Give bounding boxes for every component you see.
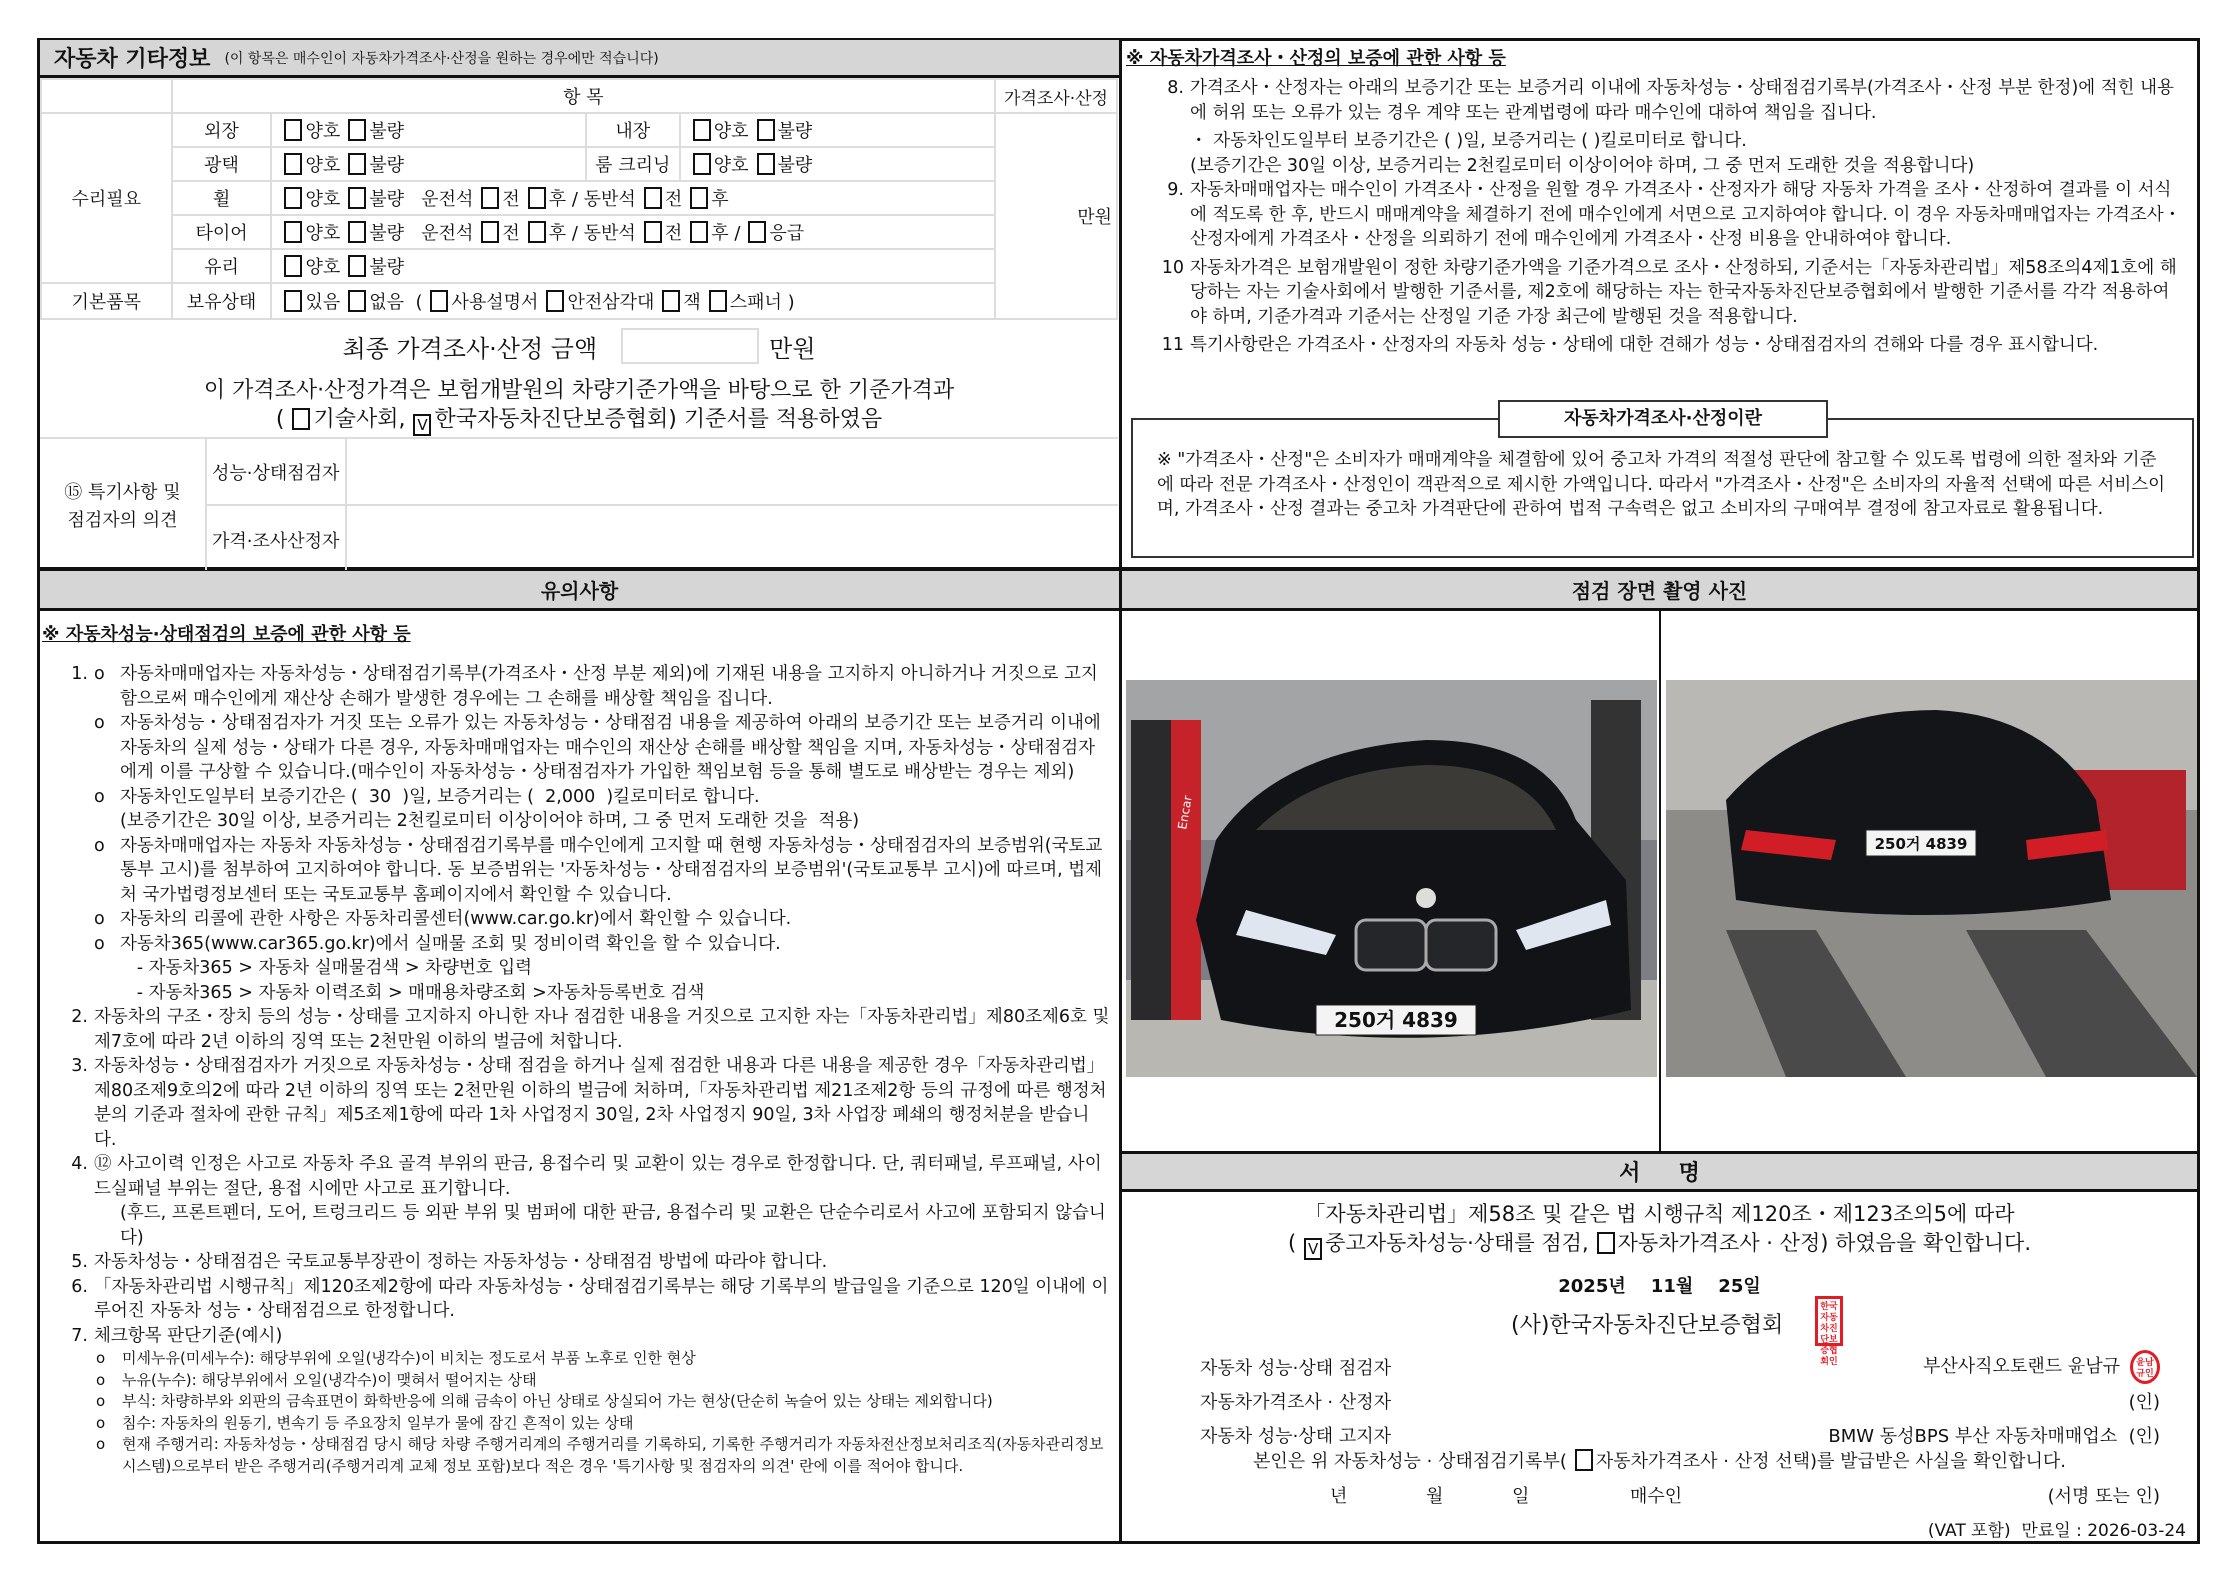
option-label: 없음 <box>369 292 405 313</box>
price-guarantee-title: ※ 자동차가격조사・산정의 보증에 관한 사항 등 <box>1126 48 1506 69</box>
appraisal-definition-box <box>1131 418 2194 558</box>
notes-items <box>60 662 1115 1477</box>
buyer-label: 매수인 <box>1630 1486 1683 1507</box>
car-info-table <box>40 78 1118 320</box>
group-basic-label: 기본품목 <box>41 283 172 319</box>
item-number <box>60 981 88 1006</box>
bullet <box>94 809 120 834</box>
row-options <box>271 215 995 249</box>
option-label: 사용설명서 <box>451 292 539 313</box>
option-label: 양호 <box>305 223 341 244</box>
remarks-label <box>40 479 205 535</box>
col-price-header: 가격조사·산정 <box>995 79 1117 113</box>
col-item-header: 항 목 <box>172 79 995 113</box>
note-item <box>60 1324 1110 1349</box>
notifier-seal-mark: (인) <box>2128 1426 2160 1447</box>
note-item <box>60 1275 1110 1324</box>
item-number <box>60 907 88 932</box>
checkbox[interactable] <box>748 221 766 243</box>
checkbox[interactable] <box>662 290 680 312</box>
note-item <box>60 809 1110 834</box>
option-label: 후 / 동반석 <box>548 189 636 210</box>
item-number <box>60 809 88 834</box>
note-item <box>60 662 1110 711</box>
item-text: 자동차인도일부터 보증기간은 ( 30 )일, 보증거리는 ( 2,000 )킬로미터로 합니다. <box>120 786 760 807</box>
checkbox[interactable] <box>348 221 366 243</box>
option-label: 후 / 동반석 <box>548 223 636 244</box>
option-label: 전 <box>664 189 683 210</box>
note-item <box>60 834 1110 908</box>
guarantee-item <box>1156 178 2186 252</box>
checkbox[interactable] <box>690 221 708 243</box>
row-label: 유리 <box>172 249 272 283</box>
signature-line1: 「자동차관리법」제58조 및 같은 법 시행규칙 제120조・제123조의5에 따라 <box>1304 1202 2015 1226</box>
checkbox[interactable] <box>693 119 711 141</box>
guarantee-item <box>1156 76 2186 125</box>
item-number: 9. <box>1167 180 1184 200</box>
remarks-label-line2: 점검자의 의견 <box>67 510 178 531</box>
item-number <box>60 834 88 908</box>
checkbox[interactable] <box>757 153 775 175</box>
remarks-section <box>40 437 1118 568</box>
buyer-year[interactable]: 년 <box>1330 1486 1348 1507</box>
checkbox[interactable] <box>348 255 366 277</box>
rear-car-photo <box>1666 680 2197 1077</box>
item-text: 자동차의 리콜에 관한 사항은 자동차리콜센터(www.car.go.kr)에서 확인할 수 있습니다. <box>120 909 792 929</box>
option-label: 본인은 위 자동차성능 · 상태점검기록부( <box>1253 1451 1567 1472</box>
criteria-item <box>60 1348 1110 1370</box>
standard-statement <box>40 376 1118 436</box>
option-label: 전 <box>664 223 683 244</box>
notes-header: 유의사항 <box>40 571 1119 611</box>
item-text: (보증기간은 30일 이상, 보증거리는 2천킬로미터 이상이어야 하며, 그 중 먼저 도래한 것을 적용합니다) <box>1190 155 1975 176</box>
item-text: ⑫ 사고이력 인정은 사고로 자동차 주요 골격 부위의 판금, 용접수리 및 교환이 있는 경우로 한정합니다. 단, 쿼터패널, 루프패널, 사이드실패널 부위는 절단, 용접 시에만 사고로 표기합니다. <box>94 1154 1102 1199</box>
item-number <box>60 711 88 785</box>
bullet: o <box>96 1370 106 1389</box>
item-text: 자동차성능・상태점검자가 거짓으로 자동차성능・상태 점검을 하거나 실제 점검한 내용과 다른 내용을 제공한 경우「자동차관리법」제80조제9호의2에 따라 2년 이하의 징역 또는 2천만원 이하의 벌금에 처하며,「자동차관리법 제21조제2항 등의 규정에 따른 행정처분의 기준과 절차에 관한 규칙」제5조제1항에 따라 1차 사업정지 30일, 2차 사업정지 90일, 3차 사업장 폐쇄의 행정처분을 받습니다. <box>94 1056 1107 1150</box>
bullet: o <box>96 1349 106 1367</box>
bullet <box>94 956 120 981</box>
bullet: o <box>94 933 105 954</box>
bullet: o <box>94 835 105 856</box>
checkbox[interactable] <box>481 221 499 243</box>
row-options <box>271 283 995 319</box>
checkbox[interactable] <box>546 290 564 312</box>
item-text: 가격조사・산정자는 아래의 보증기간 또는 보증거리 이내에 자동차성능・상태점검기록부(가격조사・산정 부분 한정)에 적힌 내용에 허위 또는 오류가 있는 경우 계약 또는 관계법령에 따라 매수인에 대하여 책임을 집니다. <box>1190 78 2174 123</box>
guarantee-item <box>1156 256 2186 330</box>
option-label: 불량 <box>369 189 405 210</box>
note-item <box>60 711 1110 785</box>
checkbox[interactable] <box>690 187 708 209</box>
criteria-text: 현재 주행거리: 자동차성능・상태점검 당시 해당 차량 주행거리계의 주행거리를 기록하되, 기록한 주행거리가 자동차전산정보처리조직(자동차관리정보시스템)으로부터 받은 주행거리(주행거리계 교체 정보 포함)보다 적은 경우 '특기사항 및 점검자의 의견' 란에 이를 적어야 합니다. <box>122 1435 1104 1475</box>
final-price-unit: 만원 <box>769 334 816 363</box>
checkbox[interactable] <box>284 119 302 141</box>
item-text: (후드, 프론트펜더, 도어, 트렁크리드 등 외판 부위 및 범퍼에 대한 판금, 용접수리 및 교환은 단순수리로서 사고에 포함되지 않습니다) <box>120 1203 1106 1248</box>
option-label: ( <box>1287 1231 1297 1255</box>
car-info-header <box>40 40 1119 78</box>
item-text: 자동차매매업자는 매수인이 가격조사・산정을 원할 경우 가격조사・산정자가 해당 자동차 가격을 조사・산정하여 결과를 이 서식에 적도록 한 후, 반드시 매매계약을 체결하기 전에 매수인에게 서면으로 고지하여야 합니다. 이 경우 자동차매매업자는 가격조사・산정자에게 가격조사・산정을 의뢰하기 전에 매수인에게 가격조사・산정 비용을 안내하여야 합니다. <box>1190 180 2182 249</box>
item-number: 5. <box>71 1252 88 1272</box>
option-label: ( <box>404 292 423 313</box>
option-label: 운전석 <box>404 223 474 244</box>
row-options <box>271 249 995 283</box>
checkbox[interactable] <box>284 290 302 312</box>
option-label: 운전석 <box>404 189 474 210</box>
center-divider <box>1119 38 1122 1544</box>
checkbox[interactable] <box>430 290 448 312</box>
row-label: 휠 <box>172 181 272 215</box>
item-number <box>60 1201 88 1250</box>
car-info-subtitle: (이 항목은 매수인이 자동차가격조사·산정을 원하는 경우에만 적습니다) <box>224 50 659 67</box>
option-label: 양호 <box>305 257 341 278</box>
option-label: 불량 <box>369 223 405 244</box>
price-unit: 만원 <box>995 113 1117 319</box>
remarks-inspector-field[interactable] <box>352 443 1112 501</box>
checkbox[interactable] <box>348 153 366 175</box>
row-label: 룸 크리닝 <box>586 147 680 181</box>
note-item <box>60 1054 1110 1152</box>
option-label: 불량 <box>369 257 405 278</box>
row-options <box>271 147 585 181</box>
statement-line1: 이 가격조사·산정가격은 보험개발원의 차량기준가액을 바탕으로 한 기준가격과 <box>203 378 955 403</box>
bullet: o <box>94 713 105 733</box>
item-number: 3. <box>71 1056 88 1076</box>
guarantee-item <box>1156 154 2186 179</box>
criteria-text: 침수: 자동차의 원동기, 변속기 등 주요장치 일부가 물에 잠긴 흔적이 있는 상태 <box>122 1413 634 1432</box>
bullet <box>94 981 120 1006</box>
item-number: 1. <box>71 664 88 684</box>
checkbox-checked[interactable]: V <box>413 414 431 436</box>
option-label: 안전삼각대 <box>567 292 655 313</box>
row-options <box>271 113 585 147</box>
option-label: 잭 <box>683 292 701 313</box>
item-number <box>60 932 88 957</box>
bullet: o <box>94 786 105 807</box>
item-text: ・ 자동차인도일부터 보증기간은 ( )일, 보증거리는 ( )킬로미터로 합니다. <box>1190 131 1747 151</box>
guarantee-item <box>1156 333 2186 358</box>
option-label: 후 <box>711 189 729 210</box>
option-label: 기술사회, <box>313 407 406 432</box>
item-number <box>1156 154 1184 179</box>
checkbox-checked[interactable]: V <box>1304 1238 1322 1260</box>
checkbox[interactable] <box>528 187 546 209</box>
photo-divider <box>1659 611 1661 1151</box>
statement-line2 <box>40 405 1118 436</box>
item-number: 11 <box>1161 335 1184 355</box>
item-text: (보증기간은 30일 이상, 보증거리는 2천킬로미터 이상이어야 하며, 그 중 먼저 도래한 것을 적용) <box>120 811 860 831</box>
row-label: 보유상태 <box>172 283 272 319</box>
item-text: 자동차성능・상태점검자가 거짓 또는 오류가 있는 자동차성능・상태점검 내용을 제공하여 아래의 보증기간 또는 보증거리 이내에 자동차의 실제 성능・상태가 다른 경우, 자동차매매업자는 매수인의 재산상 손해를 배상할 책임을 지며, 자동차성능・상태점검자에게 이를 구상할 수 있습니다.(매수인이 자동차성능・상태점검자가 가입한 책임보험 등을 통해 별도로 배상받는 경우는 제외) <box>120 713 1107 782</box>
remarks-appraiser-label: 가격·조사산정자 <box>212 531 340 552</box>
note-item <box>60 932 1110 957</box>
checkbox[interactable] <box>284 255 302 277</box>
item-text: 체크항목 판단기준(예시) <box>94 1325 283 1346</box>
front-plate: 250거 4839 <box>1334 1008 1458 1032</box>
bullet: o <box>96 1413 106 1432</box>
item-number: 6. <box>71 1276 88 1297</box>
criteria-item <box>60 1391 1110 1413</box>
signature-org: (사)한국자동차진단보증협회 <box>1511 1313 1784 1338</box>
inspector-value: 부산사직오토랜드 윤남규 <box>1923 1356 2120 1377</box>
criteria-item <box>60 1413 1110 1435</box>
option-label: 불량 <box>777 121 813 142</box>
buyer-month[interactable]: 월 <box>1426 1486 1444 1507</box>
signature-parties <box>1200 1350 2160 1452</box>
inspector-row <box>1200 1350 2160 1384</box>
option-label: 응급 <box>769 223 805 244</box>
org-seal-icon: 한국자동차진단보증협회인 <box>1815 1296 1843 1346</box>
option-label: 후 / <box>711 223 741 244</box>
remarks-appraiser-field[interactable] <box>352 509 1112 567</box>
buyer-confirm <box>1122 1447 2197 1473</box>
note-item <box>60 1250 1110 1275</box>
buyer-day[interactable]: 일 <box>1512 1486 1530 1507</box>
note-item <box>60 1005 1115 1054</box>
item-text: - 자동차365 > 자동차 실매물검색 > 차량번호 입력 <box>120 958 533 978</box>
option-label: 자동차가격조사 · 산정 선택)를 발급받은 사실을 확인합니다. <box>1595 1451 2066 1472</box>
bullet: o <box>94 909 105 929</box>
appraiser-label: 자동차가격조사 · 산정자 <box>1200 1392 1392 1413</box>
photos-header: 점검 장면 촬영 사진 <box>1122 571 2197 611</box>
option-label: 불량 <box>777 155 813 176</box>
checkbox[interactable] <box>348 290 366 312</box>
row-options <box>680 113 995 147</box>
checkbox[interactable] <box>348 119 366 141</box>
checkbox[interactable] <box>284 153 302 175</box>
row-label: 내장 <box>586 113 680 147</box>
signature-date: 2025년 11월 25일 <box>1558 1276 1761 1297</box>
item-number <box>60 956 88 981</box>
option-label: 양호 <box>305 121 341 142</box>
signature-line2 <box>1122 1229 2197 1260</box>
option-label: 중고자동차성능·상태를 점검, <box>1325 1231 1589 1255</box>
row-options <box>271 181 995 215</box>
option-label: 양호 <box>713 155 749 176</box>
lift-brand-label: Encar <box>1175 794 1195 831</box>
final-price-label: 최종 가격조사·산정 금액 <box>342 334 598 363</box>
inspector-label: 자동차 성능·상태 점검자 <box>1200 1358 1392 1379</box>
appraiser-seal-mark: (인) <box>2128 1392 2160 1413</box>
checkbox[interactable] <box>709 290 727 312</box>
checkbox[interactable] <box>644 221 662 243</box>
criteria-text: 미세누유(미세누수): 해당부위에 오일(냉각수)이 비치는 정도로서 부품 노후로 인한 현상 <box>122 1349 696 1367</box>
criteria-text: 누유(누수): 해당부위에서 오일(냉각수)이 맺혀서 떨어지는 상태 <box>122 1370 537 1389</box>
checkbox[interactable] <box>348 187 366 209</box>
item-text: 특기사항란은 가격조사・산정자의 자동차 성능・상태에 대한 견해가 성능・상태점검자의 견해와 다를 경우 표시합니다. <box>1190 335 2099 355</box>
criteria-text: 부식: 차량하부와 외판의 금속표면이 화학반응에 의해 금속이 아닌 상태로 상실되어 가는 현상(단순히 녹슬어 있는 상태는 제외합니다) <box>122 1392 993 1410</box>
appraisal-definition-title: 자동차가격조사·산정이란 <box>1498 400 1828 438</box>
notes-title: ※ 자동차성능·상태점검의 보증에 관한 사항 등 <box>42 624 411 645</box>
item-number: 4. <box>71 1154 88 1174</box>
option-label: 한국자동차진단보증협회) 기준서를 적용하였음 <box>434 407 883 432</box>
checkbox[interactable] <box>1597 1232 1615 1254</box>
checkbox[interactable] <box>284 187 302 209</box>
option-label: 양호 <box>305 155 341 176</box>
car-info-title: 자동차 기타정보 <box>54 47 211 72</box>
checkbox[interactable] <box>644 187 662 209</box>
option-label: 양호 <box>713 121 749 142</box>
checkbox[interactable] <box>481 187 499 209</box>
front-car-photo <box>1126 680 1657 1077</box>
final-price-input[interactable] <box>621 328 759 364</box>
item-text: 자동차매매업자는 자동차성능・상태점검기록부(가격조사・산정 부분 제외)에 기재된 내용을 고지하지 아니하거나 거짓으로 고지함으로써 매수인에게 재산상 손해가 발생한 경우에는 그 손해를 배상할 책임을 집니다. <box>120 664 1098 709</box>
item-number: 2. <box>71 1007 88 1027</box>
option-label: 불량 <box>369 121 405 142</box>
criteria-item <box>60 1370 1110 1392</box>
option-label: 자동차가격조사 · 산정) 하였음을 확인합니다. <box>1617 1231 2032 1255</box>
item-number: 10 <box>1161 257 1184 278</box>
item-number <box>60 785 88 810</box>
note-item <box>60 1152 1110 1201</box>
item-number: 8. <box>1167 78 1184 98</box>
checkbox[interactable] <box>693 153 711 175</box>
checkbox[interactable] <box>284 221 302 243</box>
price-guarantee-items <box>1156 76 2186 362</box>
row-label: 외장 <box>172 113 272 147</box>
checkbox[interactable] <box>292 408 310 430</box>
appraisal-definition-text: ※ "가격조사・산정"은 소비자가 매매계약을 체결함에 있어 중고차 가격의 적절성 판단에 참고할 수 있도록 법령에 의한 절차와 기준에 따라 전문 가격조사・산정인이 객관적으로 제시한 가액입니다. 따라서 "가격조사・산정"은 소비자의 자율적 선택에 따른 서비스이며, 가격조사・산정 결과는 중고차 가격판단에 관하여 법적 구속력은 없고 소비자의 구매여부 결정에 참고자료로 활용됩니다. <box>1157 450 2166 519</box>
bullet: o <box>94 664 105 684</box>
item-text: 「자동차관리법 시행규칙」제120조제2항에 따라 자동차성능・상태점검기록부는 해당 기록부의 발급일을 기준으로 120일 이내에 이루어진 자동차 성능・상태점검으로 한정합니다. <box>94 1276 1109 1321</box>
note-item <box>60 907 1110 932</box>
option-label: 양호 <box>305 189 341 210</box>
remarks-inspector-label: 성능·상태점검자 <box>212 463 340 484</box>
inspector-seal-icon: 윤남규인 <box>2130 1350 2160 1384</box>
option-label: 불량 <box>369 155 405 176</box>
item-text: 자동차성능・상태점검은 국토교통부장관이 정하는 자동차성능・상태점검 방법에 따라야 합니다. <box>94 1252 828 1272</box>
item-text: 자동차매매업자는 자동차 자동차성능・상태점검기록부를 매수인에게 고지할 때 현행 자동차성능・상태점검자의 보증범위(국토교통부 고시)를 첨부하여 고지하여야 합니다. 동 보증범위는 '자동차성능・상태점검자의 보증범위'(국토교통부 고시)에 따르며, 법제처 국가법령정보센터 또는 국토교통부 홈페이지에서 확인할 수 있습니다. <box>120 835 1103 905</box>
checkbox[interactable] <box>1575 1449 1593 1471</box>
remarks-label-line1: ⑮ 특기사항 및 <box>64 482 181 503</box>
checkbox[interactable] <box>757 119 775 141</box>
option-label: 있음 <box>305 292 341 313</box>
bullet: o <box>96 1392 106 1410</box>
note-item <box>60 981 1110 1006</box>
signature-statement <box>1122 1200 2197 1260</box>
option-label: 스패너 ) <box>729 292 795 313</box>
expiry-footer: (VAT 포함) 만료일 : 2026-03-24 <box>1927 1521 2186 1541</box>
signature-header: 서 명 <box>1122 1154 2197 1192</box>
note-item <box>60 785 1110 810</box>
item-number <box>1156 129 1184 154</box>
appraiser-row <box>1200 1384 2160 1418</box>
notifier-label: 자동차 성능·상태 고지자 <box>1200 1426 1392 1447</box>
item-text: 자동차365(www.car365.go.kr)에서 실매물 조회 및 정비이력 확인을 할 수 있습니다. <box>120 933 781 954</box>
buyer-sign-field[interactable]: (서명 또는 인) <box>2047 1486 2160 1507</box>
row-options <box>680 147 995 181</box>
group-repair-label: 수리필요 <box>41 113 172 283</box>
item-text: 자동차가격은 보험개발원이 정한 차량기준가액을 기준가격으로 조사・산정하되, 기준서는「자동차관리법」제58조의4제1호에 해당하는 자는 기술사회에서 발행한 기준서를, 제2호에 해당하는 자는 한국자동차진단보증협회에서 발행한 기준서를 각각 적용하여야 하며, 기준가격과 기준서는 산정일 기준 가장 최근에 발행된 것을 적용합니다. <box>1190 257 2177 327</box>
note-item <box>60 956 1110 981</box>
bullet <box>94 1201 120 1250</box>
option-label: 전 <box>502 223 520 244</box>
bullet: o <box>96 1435 106 1453</box>
row-label: 광택 <box>172 147 272 181</box>
guarantee-item <box>1156 129 2186 154</box>
option-label: ( <box>275 407 285 432</box>
item-text: 자동차의 구조・장치 등의 성능・상태를 고지하지 아니한 자나 점검한 내용을 거짓으로 고지한 자는「자동차관리법」제80조제6호 및 제7호에 따라 2년 이하의 징역 또는 2천만원 이하의 벌금에 처합니다. <box>94 1007 1115 1052</box>
checkbox[interactable] <box>528 221 546 243</box>
final-price-row <box>40 322 1118 370</box>
item-text: - 자동차365 > 자동차 이력조회 > 매매용차량조회 >자동차등록번호 검색 <box>120 982 705 1003</box>
rear-plate: 250거 4839 <box>1874 835 1968 853</box>
notifier-value: BMW 동성BPS 부산 자동차매매업소 <box>1828 1426 2118 1447</box>
note-item <box>60 1201 1110 1250</box>
option-label: 전 <box>502 189 520 210</box>
criteria-item <box>60 1434 1110 1477</box>
item-number: 7. <box>71 1325 88 1346</box>
row-label: 타이어 <box>172 215 272 249</box>
